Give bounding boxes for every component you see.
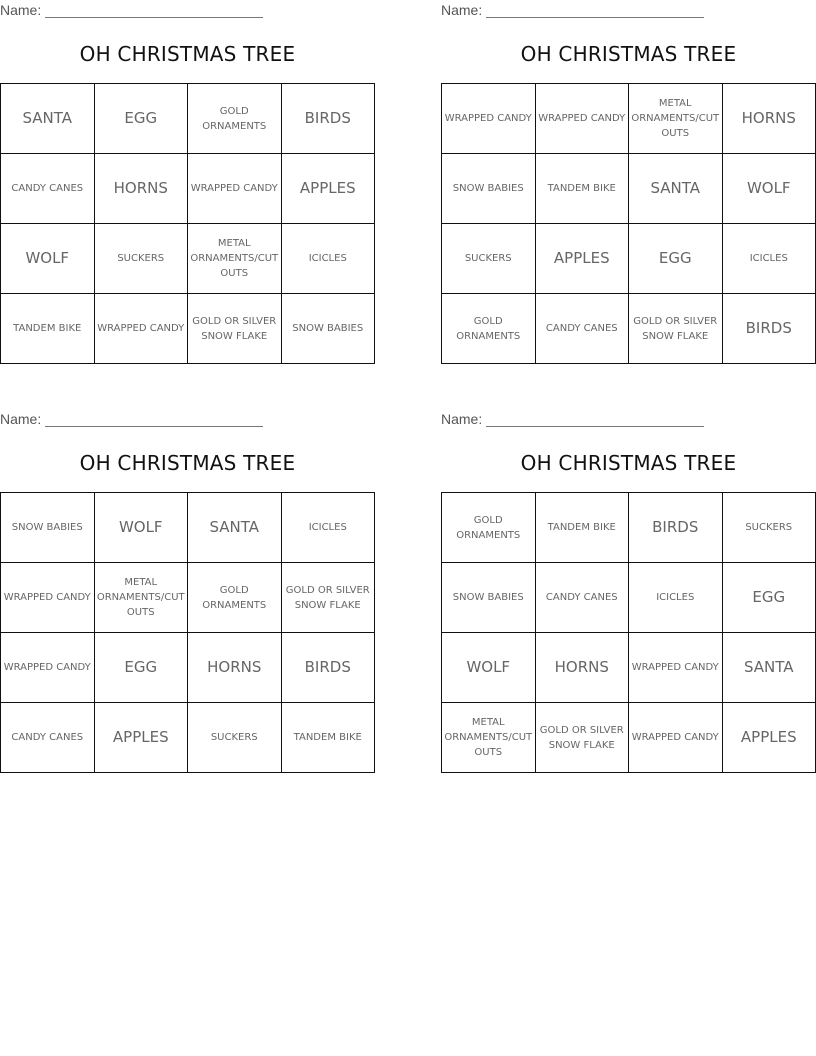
bingo-cell: BIRDS [629, 493, 723, 563]
bingo-cell: SUCKERS [188, 703, 282, 773]
bingo-cell: SNOW BABIES [281, 294, 375, 364]
bingo-cell: TANDEM BIKE [535, 154, 629, 224]
bingo-cell: BIRDS [281, 84, 375, 154]
bingo-cell: METAL ORNAMENTS/CUT OUTS [94, 563, 188, 633]
bingo-cell: WRAPPED CANDY [442, 84, 536, 154]
bingo-cell: SNOW BABIES [1, 493, 95, 563]
bingo-cell: WOLF [442, 633, 536, 703]
grid-row [1, 703, 375, 773]
bingo-cell: HORNS [94, 154, 188, 224]
grid-row [442, 633, 816, 703]
bingo-cell: SNOW BABIES [442, 563, 536, 633]
bingo-cell: GOLD ORNAMENTS [442, 493, 536, 563]
bingo-cell: ICICLES [281, 224, 375, 294]
name-field[interactable] [0, 2, 263, 18]
name-label: Name: [441, 2, 483, 18]
card-title: OH CHRISTMAS TREE [520, 42, 737, 66]
bingo-cell: CANDY CANES [1, 154, 95, 224]
name-field[interactable] [441, 2, 704, 18]
bingo-cell: WOLF [722, 154, 816, 224]
grid-row [442, 563, 816, 633]
bingo-cell: SNOW BABIES [442, 154, 536, 224]
bingo-cell: EGG [94, 84, 188, 154]
bingo-cell: EGG [94, 633, 188, 703]
card-title: OH CHRISTMAS TREE [79, 451, 296, 475]
bingo-cell: APPLES [281, 154, 375, 224]
bingo-cell: GOLD ORNAMENTS [188, 563, 282, 633]
card-title: OH CHRISTMAS TREE [79, 42, 296, 66]
name-blank-line [45, 4, 263, 18]
bingo-cell: TANDEM BIKE [281, 703, 375, 773]
bingo-cell: WRAPPED CANDY [94, 294, 188, 364]
bingo-cell: HORNS [535, 633, 629, 703]
bingo-cell: SUCKERS [94, 224, 188, 294]
bingo-cell: CANDY CANES [1, 703, 95, 773]
grid-row [442, 493, 816, 563]
grid-row [442, 154, 816, 224]
bingo-cell: SANTA [1, 84, 95, 154]
name-field[interactable] [441, 411, 704, 427]
grid-row [442, 294, 816, 364]
bingo-cell: EGG [722, 563, 816, 633]
bingo-cell: SANTA [722, 633, 816, 703]
bingo-cell: WRAPPED CANDY [629, 633, 723, 703]
grid-row [442, 703, 816, 773]
grid-row [1, 633, 375, 703]
bingo-cell: GOLD OR SILVER SNOW FLAKE [629, 294, 723, 364]
bingo-cell: HORNS [188, 633, 282, 703]
bingo-grid [0, 492, 375, 773]
bingo-cell: GOLD ORNAMENTS [188, 84, 282, 154]
bingo-cell: TANDEM BIKE [1, 294, 95, 364]
bingo-cell: APPLES [94, 703, 188, 773]
bingo-cell: WRAPPED CANDY [629, 703, 723, 773]
bingo-cell: TANDEM BIKE [535, 493, 629, 563]
grid-row [1, 84, 375, 154]
bingo-cell: ICICLES [281, 493, 375, 563]
name-label: Name: [0, 2, 42, 18]
bingo-grid [441, 492, 816, 773]
bingo-cell: CANDY CANES [535, 294, 629, 364]
name-blank-line [45, 413, 263, 427]
bingo-grid [441, 83, 816, 364]
grid-row [1, 154, 375, 224]
bingo-cell: GOLD OR SILVER SNOW FLAKE [188, 294, 282, 364]
bingo-cell: APPLES [722, 703, 816, 773]
name-field[interactable] [0, 411, 263, 427]
bingo-cell: APPLES [535, 224, 629, 294]
bingo-cell: WRAPPED CANDY [1, 563, 95, 633]
bingo-cell: BIRDS [722, 294, 816, 364]
name-blank-line [486, 4, 704, 18]
bingo-cell: GOLD ORNAMENTS [442, 294, 536, 364]
bingo-cell: ICICLES [629, 563, 723, 633]
bingo-cell: WRAPPED CANDY [188, 154, 282, 224]
bingo-cell: CANDY CANES [535, 563, 629, 633]
grid-row [442, 84, 816, 154]
bingo-cell: SUCKERS [442, 224, 536, 294]
bingo-cell: WOLF [1, 224, 95, 294]
bingo-cell: GOLD OR SILVER SNOW FLAKE [281, 563, 375, 633]
bingo-cell: WOLF [94, 493, 188, 563]
bingo-cell: GOLD OR SILVER SNOW FLAKE [535, 703, 629, 773]
grid-row [442, 224, 816, 294]
name-blank-line [486, 413, 704, 427]
bingo-cell: HORNS [722, 84, 816, 154]
bingo-grid [0, 83, 375, 364]
card-title: OH CHRISTMAS TREE [520, 451, 737, 475]
grid-row [1, 493, 375, 563]
name-label: Name: [441, 411, 483, 427]
bingo-cell: WRAPPED CANDY [1, 633, 95, 703]
grid-row [1, 563, 375, 633]
grid-row [1, 294, 375, 364]
bingo-cell: METAL ORNAMENTS/CUT OUTS [442, 703, 536, 773]
name-label: Name: [0, 411, 42, 427]
bingo-cell: SANTA [188, 493, 282, 563]
bingo-cell: SANTA [629, 154, 723, 224]
bingo-cell: METAL ORNAMENTS/CUT OUTS [188, 224, 282, 294]
bingo-cell: SUCKERS [722, 493, 816, 563]
bingo-cell: EGG [629, 224, 723, 294]
bingo-cell: ICICLES [722, 224, 816, 294]
bingo-cell: BIRDS [281, 633, 375, 703]
bingo-cell: METAL ORNAMENTS/CUT OUTS [629, 84, 723, 154]
grid-row [1, 224, 375, 294]
bingo-cell: WRAPPED CANDY [535, 84, 629, 154]
